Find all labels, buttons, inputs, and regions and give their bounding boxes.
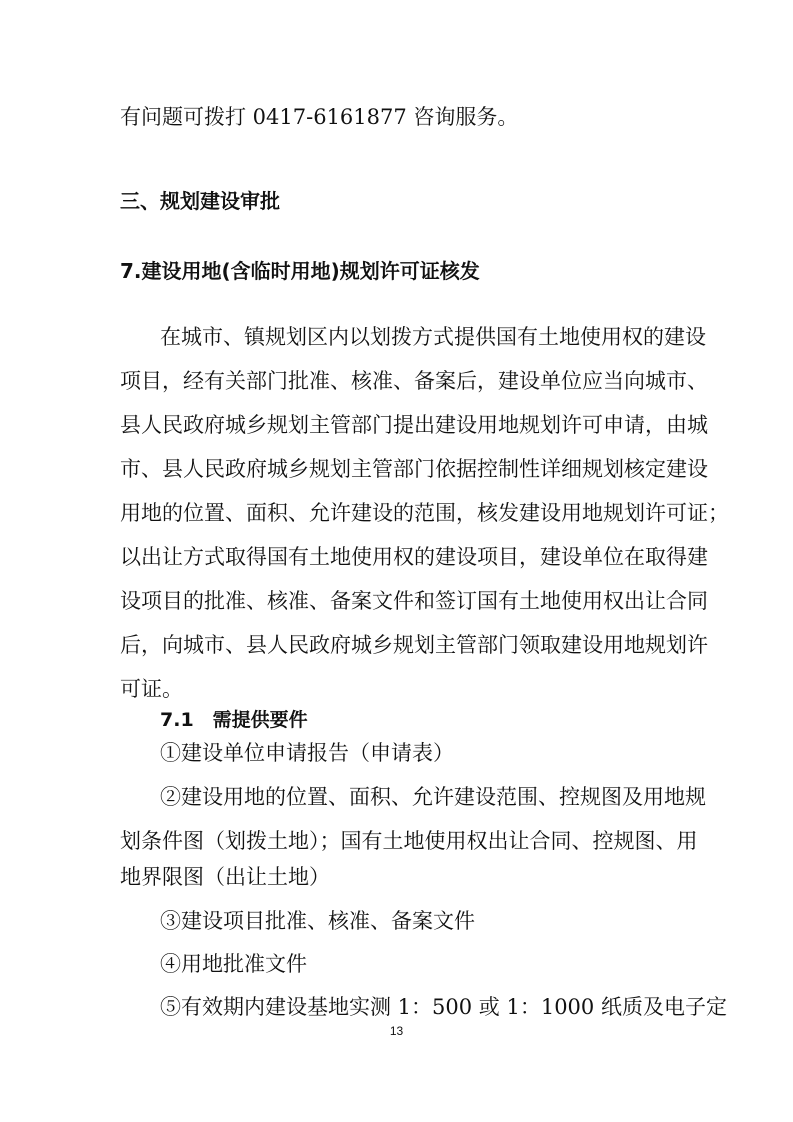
paragraph-line: 以出让方式取得国有土地使用权的建设项目，建设单位在取得建 [120, 545, 708, 569]
text-line: 有问题可拨打 0417-6161877 咨询服务。 [120, 105, 519, 129]
requirement-item: ①建设单位申请报告（申请表） [160, 741, 454, 765]
paragraph-line: 市、县人民政府城乡规划主管部门依据控制性详细规划核定建设 [120, 457, 708, 481]
section-heading: 三、规划建设审批 [120, 189, 280, 213]
requirement-item-continued: 划条件图（划拨土地）；国有土地使用权出让合同、控规图、用 [120, 829, 698, 853]
paragraph-line: 县人民政府城乡规划主管部门提出建设用地规划许可申请，由城 [120, 413, 708, 437]
paragraph-line: 设项目的批准、核准、备案文件和签订国有土地使用权出让合同 [120, 589, 708, 613]
requirement-item: ④用地批准文件 [160, 952, 307, 976]
requirements-heading: 7.1 需提供要件 [160, 709, 308, 731]
paragraph-line: 可证。 [120, 677, 183, 701]
paragraph-line: 项目，经有关部门批准、核准、备案后，建设单位应当向城市、 [120, 369, 708, 393]
page-number: 13 [389, 1024, 404, 1038]
subsection-heading: 7.建设用地(含临时用地)规划许可证核发 [120, 259, 480, 283]
paragraph-line: 用地的位置、面积、允许建设的范围，核发建设用地规划许可证； [120, 501, 729, 525]
requirement-item: ③建设项目批准、核准、备案文件 [160, 909, 475, 933]
requirement-item: ②建设用地的位置、面积、允许建设范围、控规图及用地规 [160, 785, 706, 809]
requirement-item: ⑤有效期内建设基地实测 1：500 或 1：1000 纸质及电子定 [160, 995, 727, 1019]
paragraph-line: 后，向城市、县人民政府城乡规划主管部门领取建设用地规划许 [120, 633, 708, 657]
paragraph-line: 在城市、镇规划区内以划拨方式提供国有土地使用权的建设 [160, 325, 706, 349]
requirement-item-continued: 地界限图（出让土地） [120, 865, 330, 889]
